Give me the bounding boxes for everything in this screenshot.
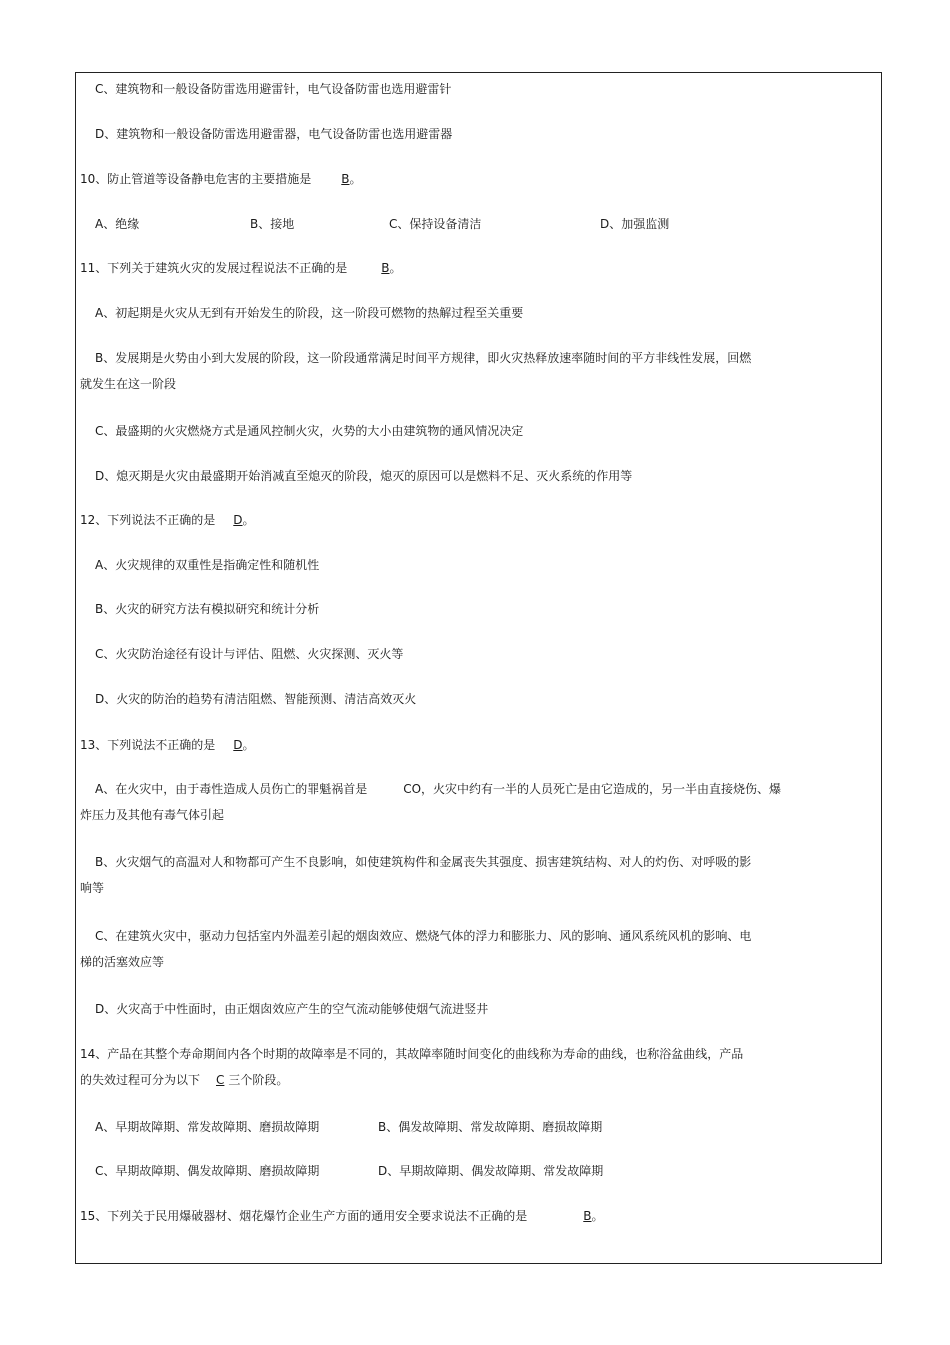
period: 。 [349, 172, 362, 186]
q13-option-a-co-text: CO，火灾中约有一半的人员死亡是由它造成的，另一半由直接烧伤、爆 [403, 782, 782, 796]
q12-option-a: A、火灾规律的双重性是指确定性和随机性 [95, 558, 320, 572]
question-11-answer: B [381, 261, 390, 275]
question-14-text: 的失效过程可分为以下 [80, 1073, 201, 1087]
q10-option-a: A、绝缘 [95, 217, 140, 231]
q10-option-b: B、接地 [250, 217, 295, 231]
question-13-answer: D [233, 738, 243, 752]
question-12 [80, 512, 255, 528]
question-12-text: 12、下列说法不正确的是 [80, 513, 216, 527]
q12-option-b: B、火灾的研究方法有模拟研究和统计分析 [95, 602, 320, 616]
question-11 [80, 260, 402, 276]
question-15-text: 15、下列关于民用爆破器材、烟花爆竹企业生产方面的通用安全要求说法不正确的是 [80, 1209, 528, 1223]
period: 。 [242, 513, 255, 527]
period: 。 [242, 738, 255, 752]
question-10-text: 10、防止管道等设备静电危害的主要措施是 [80, 172, 312, 186]
q13-option-a-line1 [95, 781, 781, 797]
q9-option-d: D、建筑物和一般设备防雷选用避雷器，电气设备防雷也选用避雷器 [95, 127, 453, 141]
q13-option-b-line1: B、火灾烟气的高温对人和物都可产生不良影响，如使建筑构件和金属丧失其强度、损害建筑结构、对人的灼伤、对呼吸的影 [95, 855, 752, 869]
q13-option-d: D、火灾高于中性面时，由正烟囱效应产生的空气流动能够使烟气流进竖井 [95, 1002, 489, 1016]
question-14-tail: 三个阶段。 [228, 1073, 289, 1087]
question-10-answer: B [341, 172, 350, 186]
question-11-text: 11、下列关于建筑火灾的发展过程说法不正确的是 [80, 261, 348, 275]
q13-option-a-line2: 炸压力及其他有毒气体引起 [80, 808, 225, 822]
q10-option-c: C、保持设备清洁 [389, 217, 482, 231]
question-14-answer: C [216, 1073, 225, 1087]
q11-option-c: C、最盛期的火灾燃烧方式是通风控制火灾，火势的大小由建筑物的通风情况决定 [95, 424, 524, 438]
question-12-answer: D [233, 513, 243, 527]
q14-option-b: B、偶发故障期、常发故障期、磨损故障期 [378, 1120, 603, 1134]
q11-option-b-line1: B、发展期是火势由小到大发展的阶段，这一阶段通常满足时间平方规律，即火灾热释放速率随时间的平方非线性发展，回燃 [95, 351, 752, 365]
q11-option-d: D、熄灭期是火灾由最盛期开始消减直至熄灭的阶段，熄灭的原因可以是燃料不足、灭火系统的作用等 [95, 469, 633, 483]
q14-option-c: C、早期故障期、偶发故障期、磨损故障期 [95, 1164, 320, 1178]
question-13 [80, 737, 255, 753]
period: 。 [591, 1209, 604, 1223]
q13-option-c-line1: C、在建筑火灾中，驱动力包括室内外温差引起的烟囱效应、燃烧气体的浮力和膨胀力、风的影响、通风系统风机的影响、电 [95, 929, 752, 943]
question-15 [80, 1208, 604, 1224]
q13-option-a-text: A、在火灾中，由于毒性造成人员伤亡的罪魁祸首是 [95, 782, 368, 796]
q13-option-b-line2: 响等 [80, 881, 105, 895]
period: 。 [389, 261, 402, 275]
q13-option-c-line2: 梯的活塞效应等 [80, 955, 165, 969]
q14-option-d: D、早期故障期、偶发故障期、常发故障期 [378, 1164, 604, 1178]
question-14-line1: 14、产品在其整个寿命期间内各个时期的故障率是不同的，其故障率随时间变化的曲线称为寿命的曲线，也称浴盆曲线，产品 [80, 1047, 744, 1061]
question-13-text: 13、下列说法不正确的是 [80, 738, 216, 752]
q9-option-c: C、建筑物和一般设备防雷选用避雷针，电气设备防雷也选用避雷针 [95, 82, 452, 96]
q12-option-d: D、火灾的防治的趋势有清洁阻燃、智能预测、清洁高效灭火 [95, 692, 417, 706]
question-14-line2 [80, 1072, 288, 1088]
q14-option-a: A、早期故障期、常发故障期、磨损故障期 [95, 1120, 320, 1134]
question-10 [80, 171, 362, 187]
q11-option-a: A、初起期是火灾从无到有开始发生的阶段，这一阶段可燃物的热解过程至关重要 [95, 306, 524, 320]
q10-option-d: D、加强监测 [600, 217, 670, 231]
q12-option-c: C、火灾防治途径有设计与评估、阻燃、火灾探测、灭火等 [95, 647, 404, 661]
question-15-answer: B [583, 1209, 592, 1223]
q11-option-b-line2: 就发生在这一阶段 [80, 377, 177, 391]
